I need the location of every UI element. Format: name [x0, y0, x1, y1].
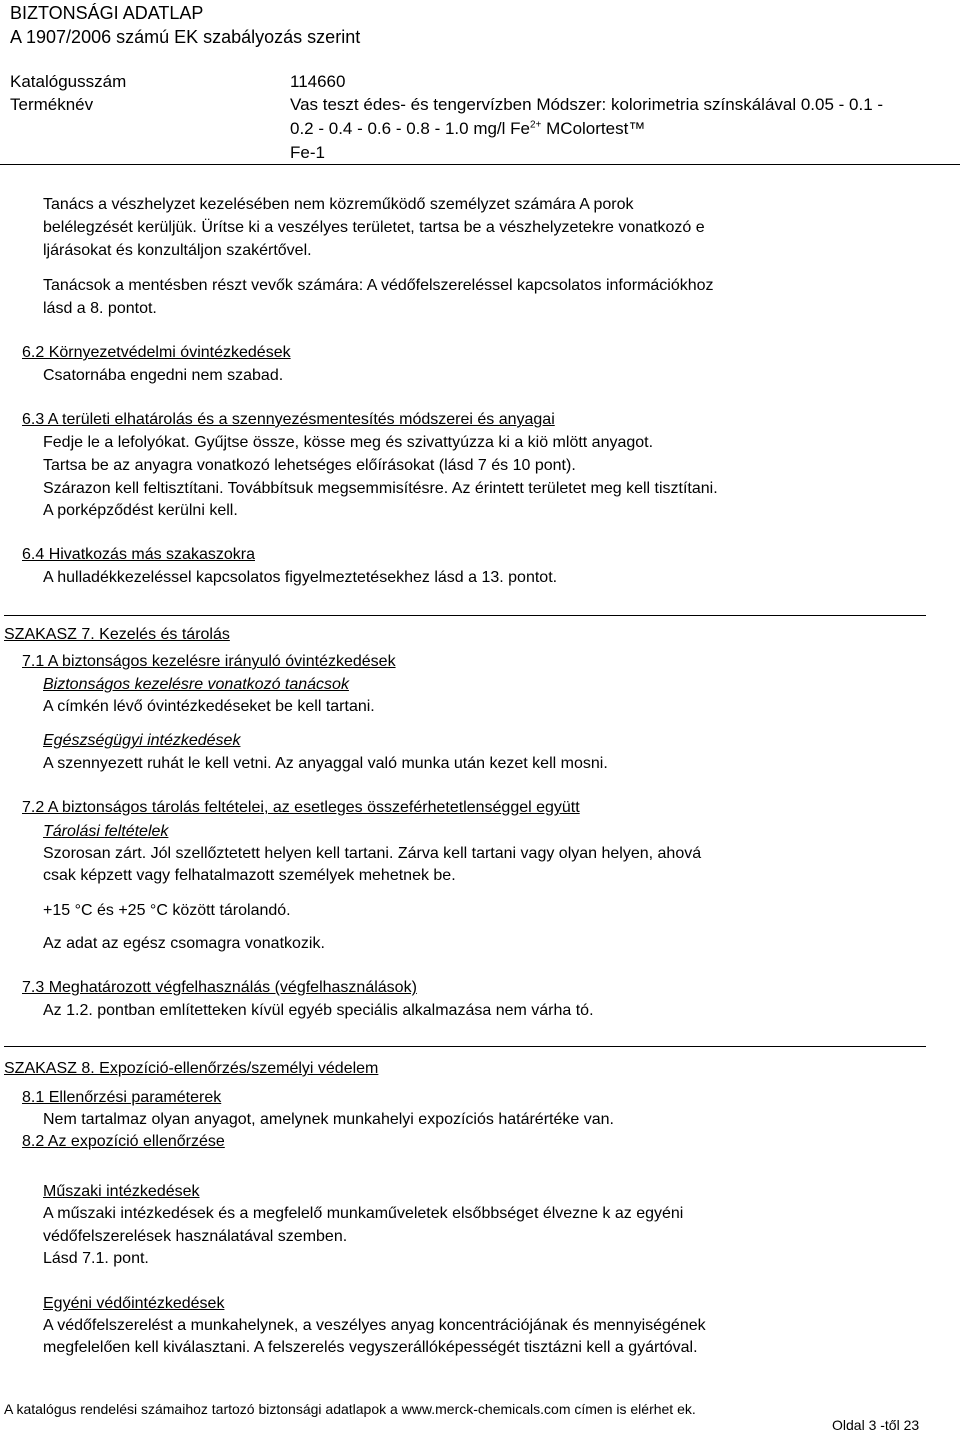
document-title: BIZTONSÁGI ADATLAP: [10, 3, 204, 23]
product-name-line-2: 0.2 - 0.4 - 0.6 - 0.8 - 1.0 mg/l $Fe^{2+}$ MColortest™: [290, 119, 646, 138]
subheading-8-2-engineering: Műszaki intézkedések: [43, 1183, 200, 1200]
subheading-7-2-storage: Tárolási feltételek: [43, 823, 169, 840]
text-8-2-personal-line-2: megfelelően kell kiválasztani. A felszerelés vegyszerállóképességét tisztázni kell a gyártóval.: [43, 1339, 698, 1356]
section-7-divider: [4, 615, 926, 616]
text-7-1-hygiene: A szennyezett ruhát le kell vetni. Az anyaggal való munka után kezet kell mosni.: [43, 755, 608, 772]
heading-7-3: 7.3 Meghatározott végfelhasználás (végfelhasználások): [22, 979, 417, 996]
heading-8-2: 8.2 Az expozíció ellenőrzése: [22, 1133, 225, 1150]
sec6-advice-line-3: ljárásokat és konzultáljon szakértővel.: [43, 242, 312, 259]
heading-8-1: 8.1 Ellenőrzési paraméterek: [22, 1089, 222, 1106]
heading-6-4: 6.4 Hivatkozás más szakaszokra: [22, 546, 255, 563]
catalog-number-label: Katalógusszám: [10, 72, 127, 91]
superscript-charge: 2+: [530, 119, 542, 131]
sec6-advice-line-2: belélegzését kerüljük. Ürítse ki a veszélyes területet, tartsa be a vészhelyzetekre vonatkozó e: [43, 219, 705, 236]
text-6-3-line-3: Szárazon kell feltisztítani. Továbbítsuk megsemmisítésre. Az érintett területet meg kell tisztítani.: [43, 480, 718, 497]
header-divider: [0, 164, 960, 165]
text-8-2-engineering-line-2: védőfelszerelések használatával szemben.: [43, 1228, 348, 1245]
catalog-number-value: 114660: [290, 72, 346, 91]
text-8-2-engineering-line-3: Lásd 7.1. pont.: [43, 1250, 149, 1267]
subheading-8-2-personal: Egyéni védőintézkedések: [43, 1295, 225, 1312]
footer-note: A katalógus rendelési számaihoz tartozó biztonsági adatlapok a www.merck-chemicals.com címen is elérhet ek.: [4, 1401, 696, 1417]
regulation-subtitle: A 1907/2006 számú EK szabályozás szerint: [10, 27, 361, 47]
heading-7-2: 7.2 A biztonságos tárolás feltételei, az esetleges összeférhetetlenséggel együtt: [22, 799, 580, 816]
section-8-divider: [4, 1046, 926, 1047]
text-8-1: Nem tartalmaz olyan anyagot, amelynek munkahelyi expozíciós határértéke van.: [43, 1111, 614, 1128]
text-6-2: Csatornába engedni nem szabad.: [43, 367, 284, 384]
heading-6-3: 6.3 A területi elhatárolás és a szennyezésmentesítés módszerei és anyagai: [22, 411, 555, 428]
text-7-2-line-2: csak képzett vagy felhatalmazott személyek mehetnek be.: [43, 867, 456, 884]
sec6-advice-line-1: Tanács a vészhelyzet kezelésében nem közreműködő személyzet számára A porok: [43, 196, 634, 213]
sec6-rescuer-line-2: lásd a 8. pontot.: [43, 300, 157, 317]
text-7-2-line-1: Szorosan zárt. Jól szellőztetett helyen kell tartani. Zárva kell tartani vagy olyan helyen, ahová: [43, 845, 702, 862]
product-name-line-3: Fe-1: [290, 143, 325, 162]
product-name-line-1: Vas teszt édes- és tengervízben Módszer: kolorimetria színskálával 0.05 - 0.1 -: [290, 95, 884, 114]
text-7-2-package: Az adat az egész csomagra vonatkozik.: [43, 935, 325, 952]
text-6-3-line-4: A porképződést kerülni kell.: [43, 502, 238, 519]
heading-6-2: 6.2 Környezetvédelmi óvintézkedések: [22, 344, 291, 361]
text-6-3-line-2: Tartsa be az anyagra vonatkozó lehetséges előírásokat (lásd 7 és 10 pont).: [43, 457, 576, 474]
subheading-7-1-handling: Biztonságos kezelésre vonatkozó tanácsok: [43, 676, 349, 693]
text-8-2-personal-line-1: A védőfelszerelést a munkahelynek, a veszélyes anyag koncentrációjának és mennyiségének: [43, 1317, 706, 1334]
section-7-title: SZAKASZ 7. Kezelés és tárolás: [4, 626, 230, 643]
text-6-4: A hulladékkezeléssel kapcsolatos figyelmeztetésekhez lásd a 13. pontot.: [43, 569, 558, 586]
page-number: Oldal 3 -től 23: [832, 1417, 920, 1433]
text-8-2-engineering-line-1: A műszaki intézkedések és a megfelelő munkaműveletek elsőbbséget élvezne k az egyéni: [43, 1205, 684, 1222]
text-7-3: Az 1.2. pontban említetteken kívül egyéb speciális alkalmazása nem várha tó.: [43, 1002, 594, 1019]
product-name-label: Terméknév: [10, 95, 94, 114]
subheading-7-1-hygiene: Egészségügyi intézkedések: [43, 732, 241, 749]
heading-7-1: 7.1 A biztonságos kezelésre irányuló óvintézkedések: [22, 653, 396, 670]
text-7-2-temperature: +15 °C és +25 °C között tárolandó.: [43, 902, 291, 919]
text-6-3-line-1: Fedje le a lefolyókat. Gyűjtse össze, kösse meg és szivattyúzza ki a kiö mlött anyagot.: [43, 434, 654, 451]
section-8-title: SZAKASZ 8. Expozíció-ellenőrzés/személyi védelem: [4, 1060, 379, 1077]
sec6-rescuer-line-1: Tanácsok a mentésben részt vevők számára: A védőfelszereléssel kapcsolatos információkhoz: [43, 277, 714, 294]
text-7-1-handling: A címkén lévő óvintézkedéseket be kell tartani.: [43, 698, 375, 715]
